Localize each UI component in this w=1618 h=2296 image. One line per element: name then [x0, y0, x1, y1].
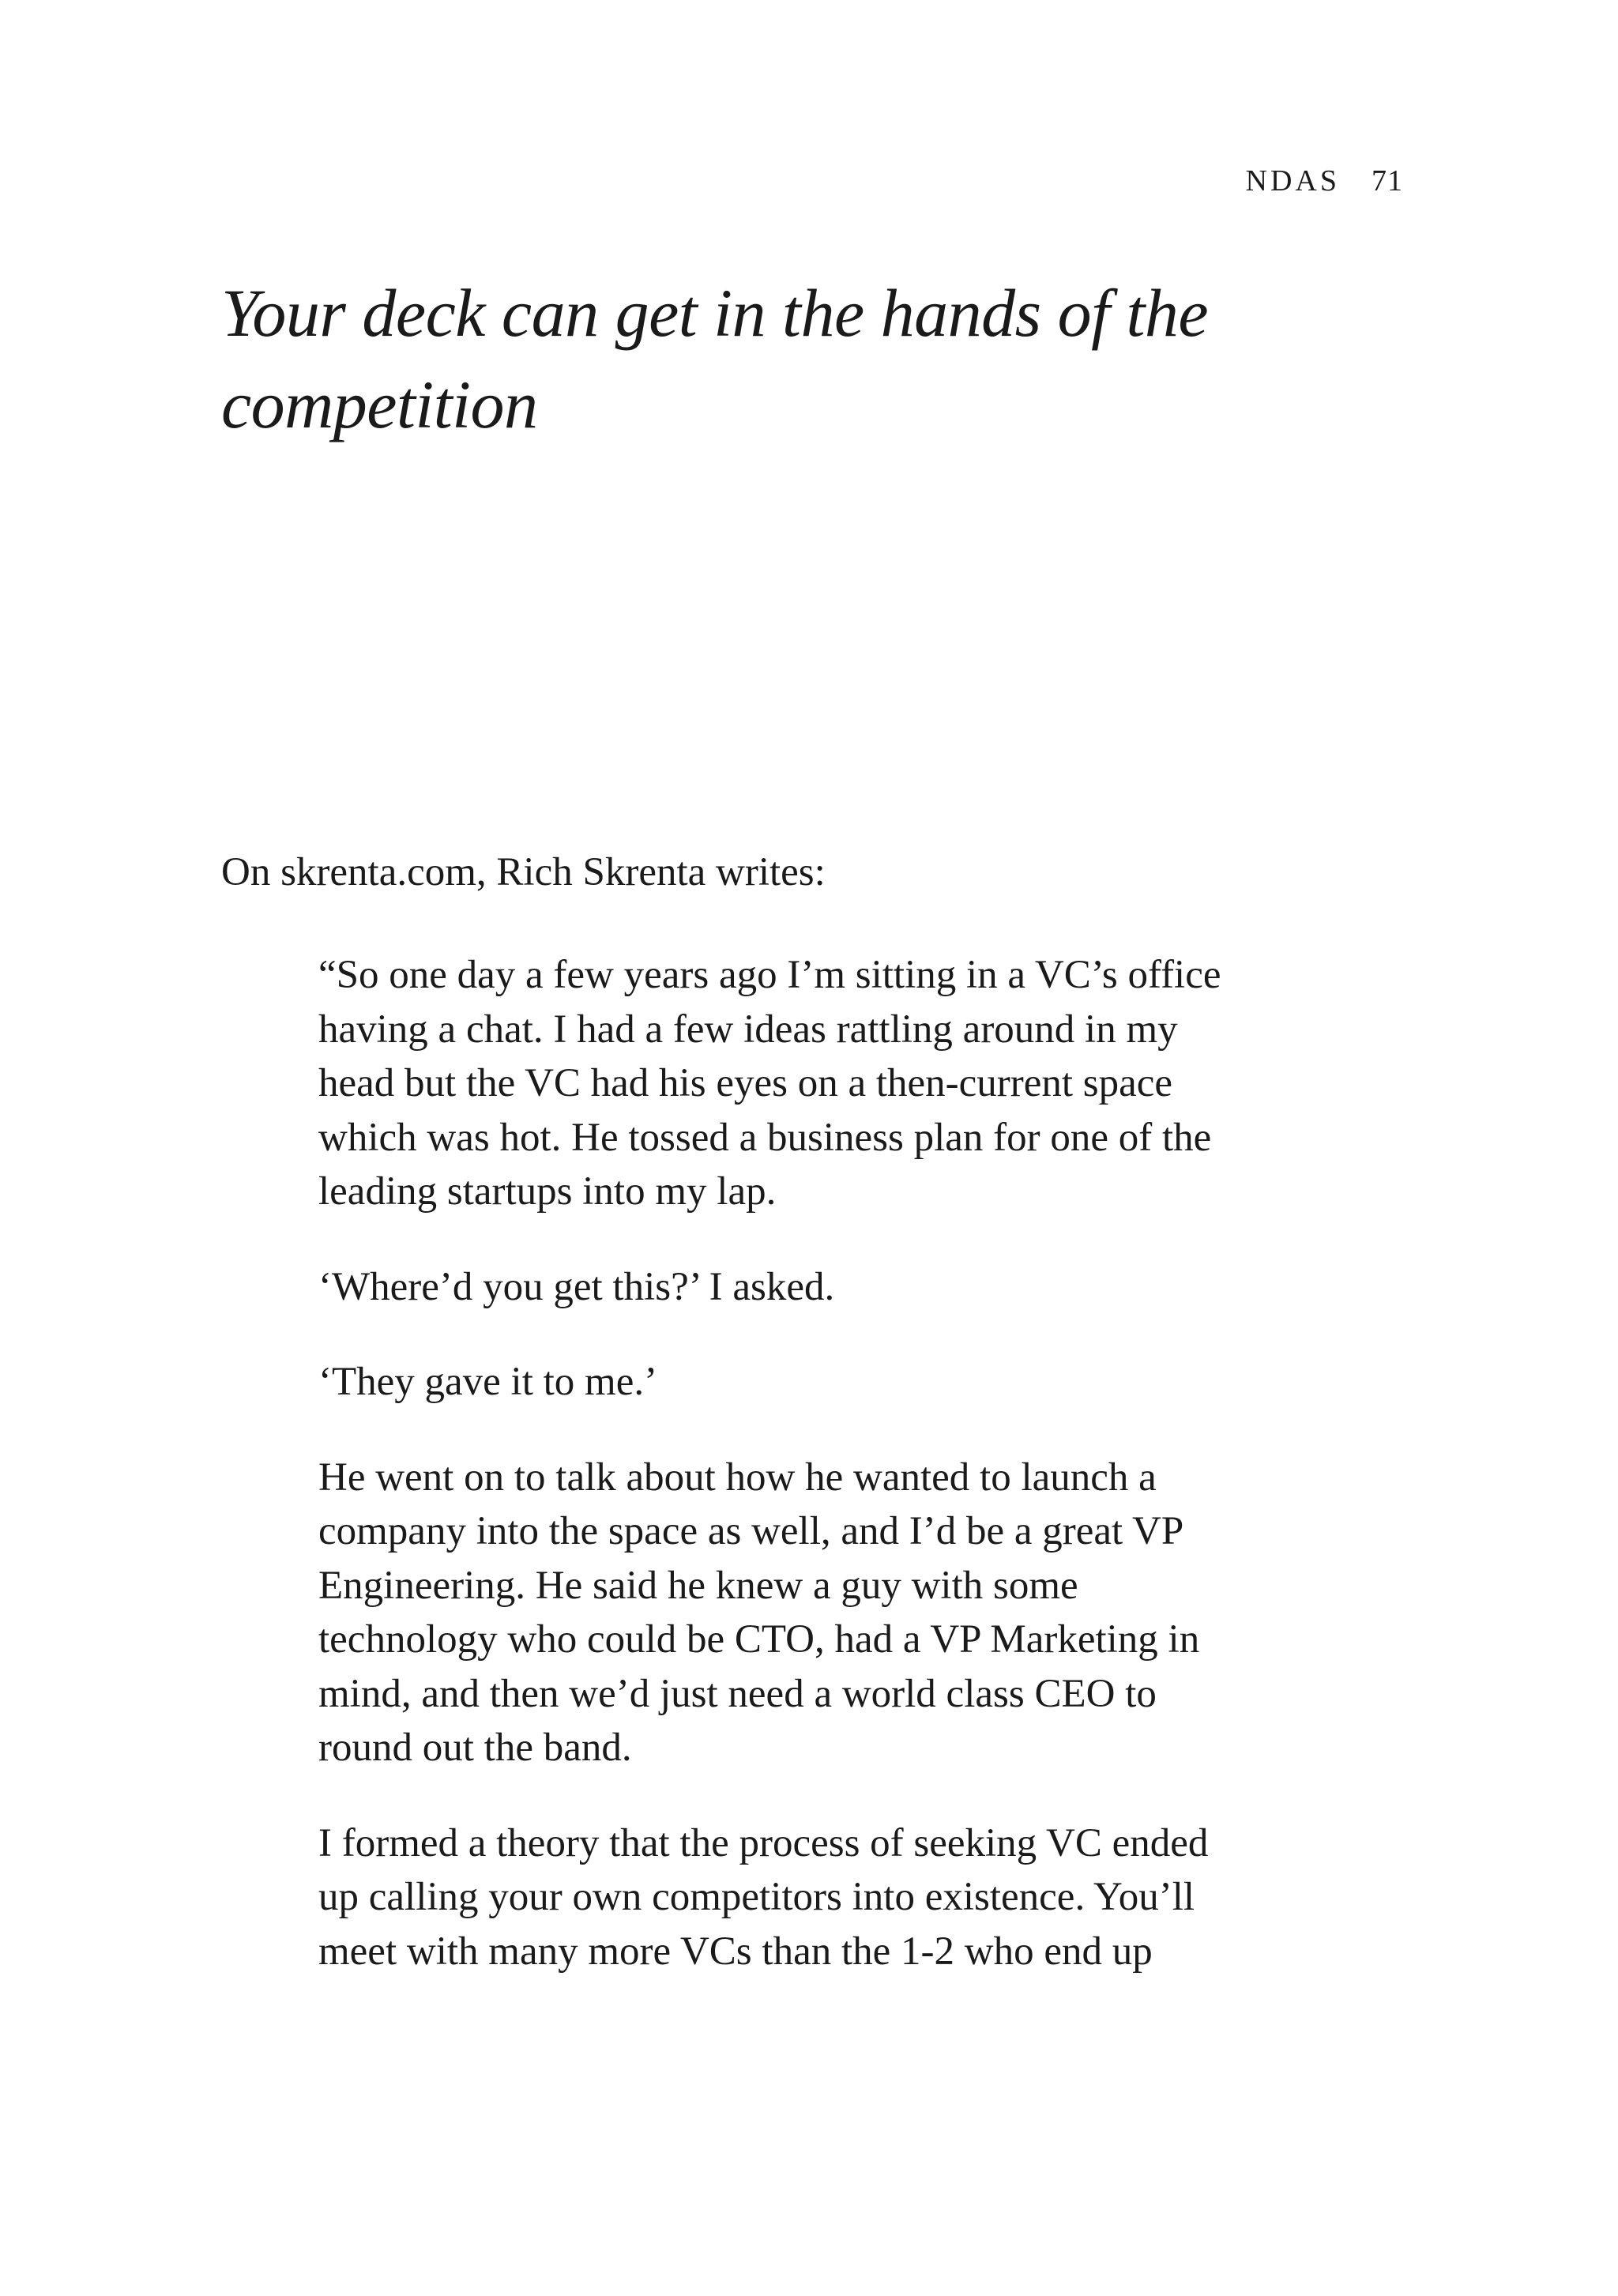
quote-line: “So one day a few years ago I’m sitting in a VC’s office: [318, 953, 1221, 997]
quote-line: company into the space as well, and I’d be a great VP: [318, 1509, 1184, 1553]
intro-paragraph: On skrenta.com, Rich Skrenta writes:: [221, 850, 826, 894]
quote-line: round out the band.: [318, 1726, 632, 1770]
quote-paragraph: [318, 1816, 1424, 1979]
quote-line: up calling your own competitors into existence. You’ll: [318, 1875, 1195, 1919]
quote-paragraph: [318, 1451, 1424, 1775]
running-head: [1246, 166, 1403, 196]
quote-paragraph: [318, 1260, 1424, 1315]
chapter-title: [221, 267, 1406, 450]
running-head-section: NDAS: [1245, 164, 1340, 198]
quote-line: head but the VC had his eyes on a then-current space: [318, 1061, 1173, 1105]
quote-line: Engineering. He said he knew a guy with some: [318, 1563, 1078, 1608]
block-quote: [318, 948, 1424, 2019]
quote-line: technology who could be CTO, had a VP Marketing in: [318, 1617, 1200, 1662]
quote-line: mind, and then we’d just need a world class CEO to: [318, 1671, 1157, 1716]
quote-line: ‘They gave it to me.’: [318, 1360, 658, 1404]
quote-paragraph: [318, 1355, 1424, 1410]
page-number: 71: [1372, 164, 1403, 198]
quote-line: meet with many more VCs than the 1-2 who end up: [318, 1929, 1153, 1974]
chapter-title-line: Your deck can get in the hands of the: [221, 275, 1209, 351]
quote-line: which was hot. He tossed a business plan for one of the: [318, 1115, 1212, 1160]
quote-line: He went on to talk about how he wanted to launch a: [318, 1455, 1157, 1500]
quote-paragraph: [318, 948, 1424, 1219]
quote-line: leading startups into my lap.: [318, 1169, 777, 1214]
quote-line: having a chat. I had a few ideas rattling around in my: [318, 1007, 1178, 1052]
quote-line: I formed a theory that the process of seeking VC ended: [318, 1820, 1209, 1865]
quote-line: ‘Where’d you get this?’ I asked.: [318, 1264, 835, 1309]
chapter-title-line: competition: [221, 367, 538, 442]
